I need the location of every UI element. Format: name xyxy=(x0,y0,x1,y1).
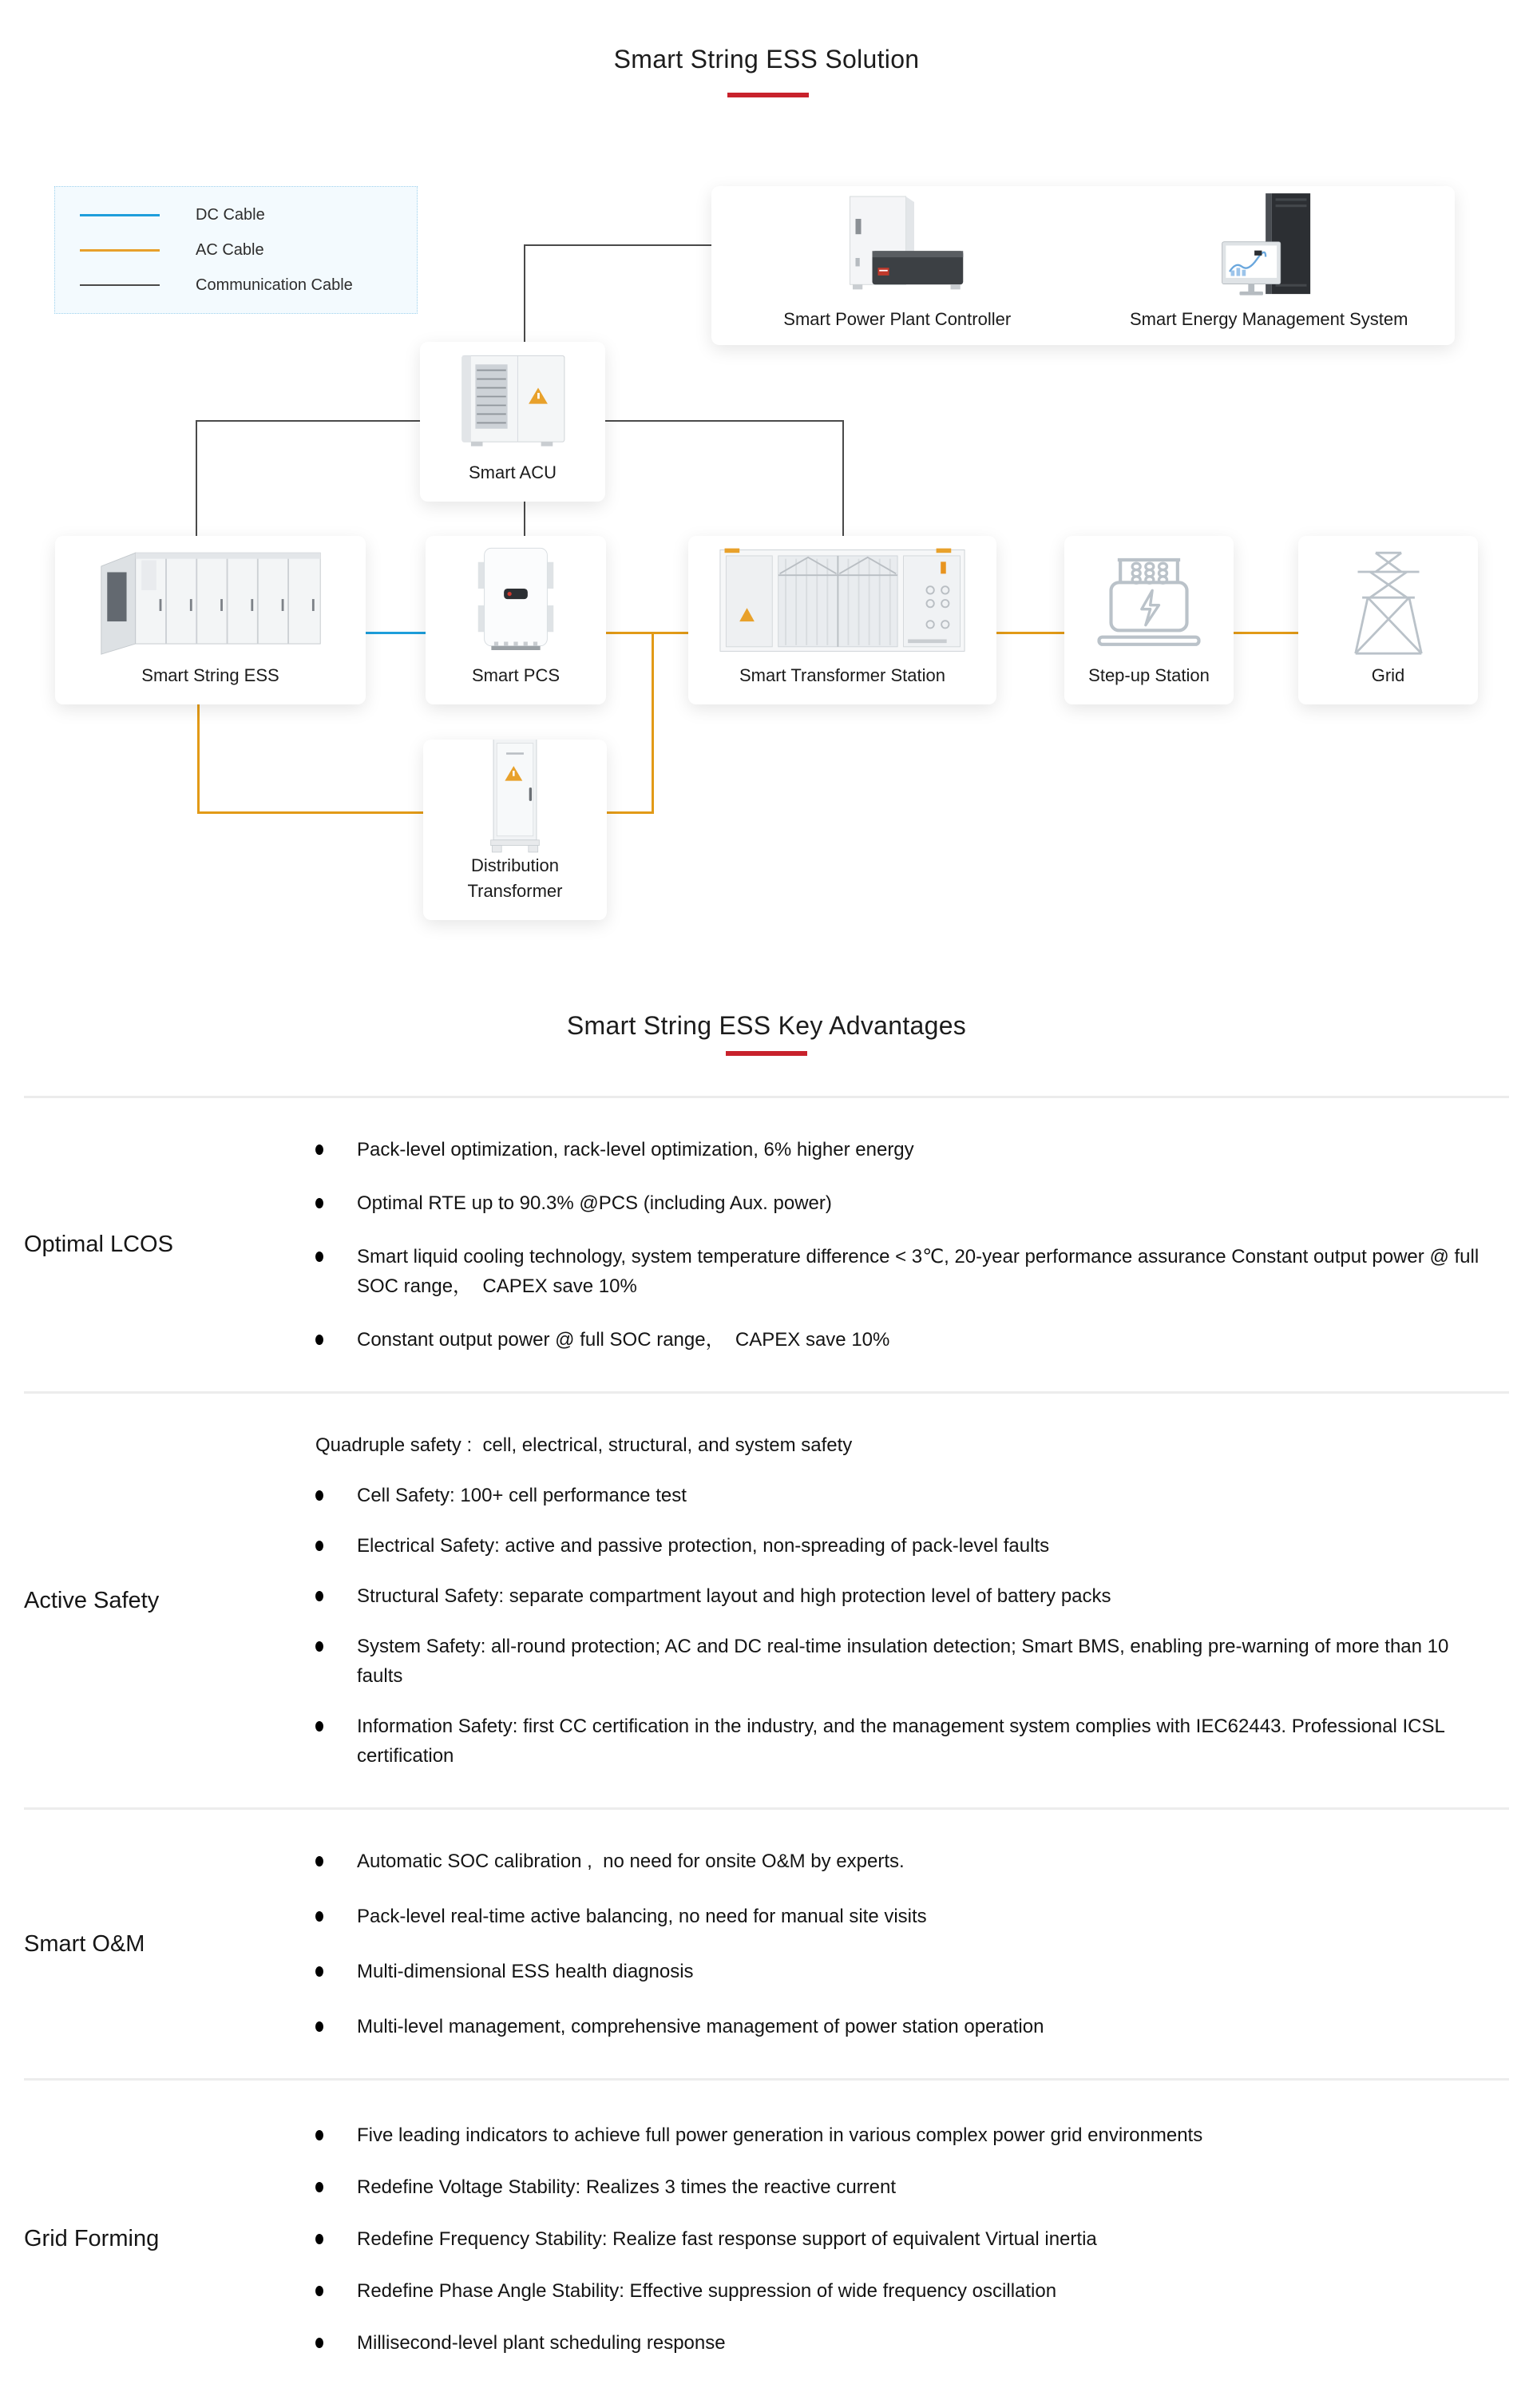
row-content xyxy=(315,1847,1509,2041)
list-item xyxy=(315,1531,1509,1561)
device-label-line1: Distribution xyxy=(470,855,560,876)
distribution-transformer-icon xyxy=(423,740,607,853)
device-label: Smart String ESS xyxy=(141,665,279,686)
row-content xyxy=(315,1430,1509,1771)
bullet-dot xyxy=(315,1490,323,1501)
bullet-dot xyxy=(315,1721,323,1732)
list-item xyxy=(315,2328,1509,2358)
bullet-text: Pack-level optimization, rack-level optimization, 6% higher energy xyxy=(357,1139,914,1160)
comm-cable-bus-left xyxy=(196,420,420,422)
ac-cable-transformer-stepup xyxy=(996,632,1066,634)
smart-string-ess-icon xyxy=(55,536,366,663)
list-item xyxy=(315,1902,1509,1931)
device-label: Smart Power Plant Controller xyxy=(783,309,1012,330)
ac-cable-ess-down xyxy=(197,704,200,814)
device-label: Smart ACU xyxy=(468,462,557,483)
page-title: Smart String ESS Solution xyxy=(613,45,920,73)
communication-cable-swatch xyxy=(80,284,160,286)
bullet-dot xyxy=(315,2286,323,2296)
bullet-dot xyxy=(315,2182,323,2192)
bullet-text: Pack-level real-time active balancing, no need for manual site visits xyxy=(357,1906,927,1927)
legend-label: DC Cable xyxy=(196,205,265,224)
comm-cable-bus-right xyxy=(605,420,844,422)
bullet-text: Redefine Phase Angle Stability: Effective suppression of wide frequency oscillation xyxy=(357,2280,1057,2302)
list-item xyxy=(315,2224,1509,2254)
advantages-title: Smart String ESS Key Advantages xyxy=(566,1011,967,1040)
ac-cable-branch-down xyxy=(652,632,654,814)
ac-cable-pcs-transformer xyxy=(604,632,690,634)
list-item xyxy=(315,1325,1509,1355)
bullet-dot xyxy=(315,1911,323,1922)
bullet-dot xyxy=(315,1966,323,1977)
bullet-text: Smart liquid cooling technology, system temperature difference < 3℃, 20-year performance assurance Constant output power @ full SOC range， CAPEX save 10% xyxy=(357,1246,1484,1297)
power-plant-controller-icon xyxy=(711,186,1083,307)
cable-legend xyxy=(54,186,418,314)
advantage-row-optimal-lcos xyxy=(24,1096,1509,1391)
list-item xyxy=(315,1957,1509,1986)
bullet-text: Five leading indicators to achieve full power generation in various complex power grid environments xyxy=(357,2124,1203,2146)
bullet-text: Optimal RTE up to 90.3% @PCS (including Aux. power) xyxy=(357,1192,832,1214)
list-item xyxy=(315,1632,1509,1691)
smart-pcs-node xyxy=(426,536,606,704)
legend-row-comm xyxy=(80,276,417,295)
ems-half xyxy=(1083,186,1456,345)
row-intro: Quadruple safety : cell, electrical, structural, and system safety xyxy=(315,1434,853,1456)
bullet-text: Redefine Frequency Stability: Realize fast response support of equivalent Virtual inertia xyxy=(357,2228,1097,2250)
device-label: Smart Transformer Station xyxy=(739,665,945,686)
row-content xyxy=(315,2120,1509,2358)
list-item xyxy=(315,2012,1509,2041)
advantage-row-grid-forming xyxy=(24,2078,1509,2398)
smart-pcs-icon xyxy=(426,536,606,663)
comm-cable-drop-pcs xyxy=(524,502,525,538)
bullet-dot xyxy=(315,1591,323,1601)
bullet-dot xyxy=(315,2234,323,2244)
bullet-dot xyxy=(315,1252,323,1262)
list-item xyxy=(315,1712,1509,1771)
list-item xyxy=(315,1847,1509,1876)
device-label: Smart Energy Management System xyxy=(1130,309,1408,330)
comm-cable-drop-ess xyxy=(196,420,197,538)
list-item xyxy=(315,2120,1509,2150)
ac-cable-swatch xyxy=(80,249,160,252)
ac-cable-stepup-grid xyxy=(1234,632,1300,634)
smart-transformer-station-icon xyxy=(688,536,996,663)
bullet-dot xyxy=(315,1856,323,1866)
step-up-station-icon xyxy=(1064,536,1234,663)
comm-cable-to-controller xyxy=(524,244,711,246)
smart-transformer-station-node xyxy=(688,536,996,704)
bullet-text: Multi-dimensional ESS health diagnosis xyxy=(357,1961,694,1982)
bullet-dot xyxy=(315,1198,323,1208)
legend-row-dc xyxy=(80,206,417,224)
row-label: Active Safety xyxy=(24,1587,160,1613)
row-label: Optimal LCOS xyxy=(24,1232,173,1257)
device-label: Smart PCS xyxy=(471,665,561,686)
dc-cable-swatch xyxy=(80,214,160,216)
list-item xyxy=(315,1581,1509,1611)
bullet-text: Millisecond-level plant scheduling response xyxy=(357,2332,726,2354)
bullet-dot xyxy=(315,1541,323,1551)
legend-row-ac xyxy=(80,241,417,260)
row-label: Grid Forming xyxy=(24,2226,160,2251)
bullet-text: Cell Safety: 100+ cell performance test xyxy=(357,1485,687,1506)
title-underline xyxy=(727,93,809,97)
bullet-text: Redefine Voltage Stability: Realizes 3 times the reactive current xyxy=(357,2176,897,2198)
bullet-text: Multi-level management, comprehensive management of power station operation xyxy=(357,2016,1044,2037)
comm-cable-drop-transformer xyxy=(842,420,844,538)
device-label xyxy=(468,853,563,904)
list-item xyxy=(315,1481,1509,1510)
management-node xyxy=(711,186,1455,345)
smart-acu-icon xyxy=(420,342,605,460)
bullet-dot xyxy=(315,2021,323,2032)
list-item xyxy=(315,1135,1509,1164)
smart-acu-node xyxy=(420,342,605,502)
bullet-text: Structural Safety: separate compartment layout and high protection level of battery packs xyxy=(357,1585,1111,1607)
energy-management-system-icon xyxy=(1083,186,1456,307)
dc-cable-ess-pcs xyxy=(364,632,427,634)
bullet-text: Information Safety: first CC certification in the industry, and the management system complies with IEC62443. Professional ICSL certification xyxy=(357,1716,1450,1767)
grid-node xyxy=(1298,536,1478,704)
bullet-text: Electrical Safety: active and passive protection, non-spreading of pack-level faults xyxy=(357,1535,1050,1557)
comm-cable-acu-up xyxy=(524,244,525,342)
device-label: Step-up Station xyxy=(1088,665,1210,686)
legend-label: AC Cable xyxy=(196,240,264,259)
advantage-row-active-safety xyxy=(24,1391,1509,1807)
controller-half xyxy=(711,186,1083,345)
bullet-dot xyxy=(315,1144,323,1155)
bullet-dot xyxy=(315,2338,323,2348)
advantages-title-underline xyxy=(726,1051,807,1056)
device-label: Grid xyxy=(1371,665,1405,686)
list-item xyxy=(315,2276,1509,2306)
solution-diagram xyxy=(0,0,1533,982)
bullet-text: Automatic SOC calibration , no need for onsite O&M by experts. xyxy=(357,1851,905,1872)
row-label: Smart O&M xyxy=(24,1930,145,1957)
step-up-station-node xyxy=(1064,536,1234,704)
advantages-table xyxy=(24,1096,1509,2398)
smart-string-ess-node xyxy=(55,536,366,704)
list-item xyxy=(315,1188,1509,1218)
bullet-text: Constant output power @ full SOC range， CAPEX save 10% xyxy=(357,1329,890,1351)
advantage-row-smart-om xyxy=(24,1807,1509,2078)
grid-pylon-icon xyxy=(1298,536,1478,663)
bullet-dot xyxy=(315,1335,323,1345)
advantages-header xyxy=(0,1011,1533,1056)
legend-label: Communication Cable xyxy=(196,276,353,294)
distribution-transformer-node xyxy=(423,740,607,920)
list-item xyxy=(315,1242,1509,1301)
device-label-line2: Transformer xyxy=(467,881,563,902)
bullet-dot xyxy=(315,2130,323,2140)
bullet-dot xyxy=(315,1641,323,1652)
list-item xyxy=(315,2172,1509,2202)
bullet-text: System Safety: all-round protection; AC and DC real-time insulation detection; Smart BMS, enabling pre-warning of more than 10 faults xyxy=(357,1636,1455,1687)
row-content xyxy=(315,1135,1509,1355)
